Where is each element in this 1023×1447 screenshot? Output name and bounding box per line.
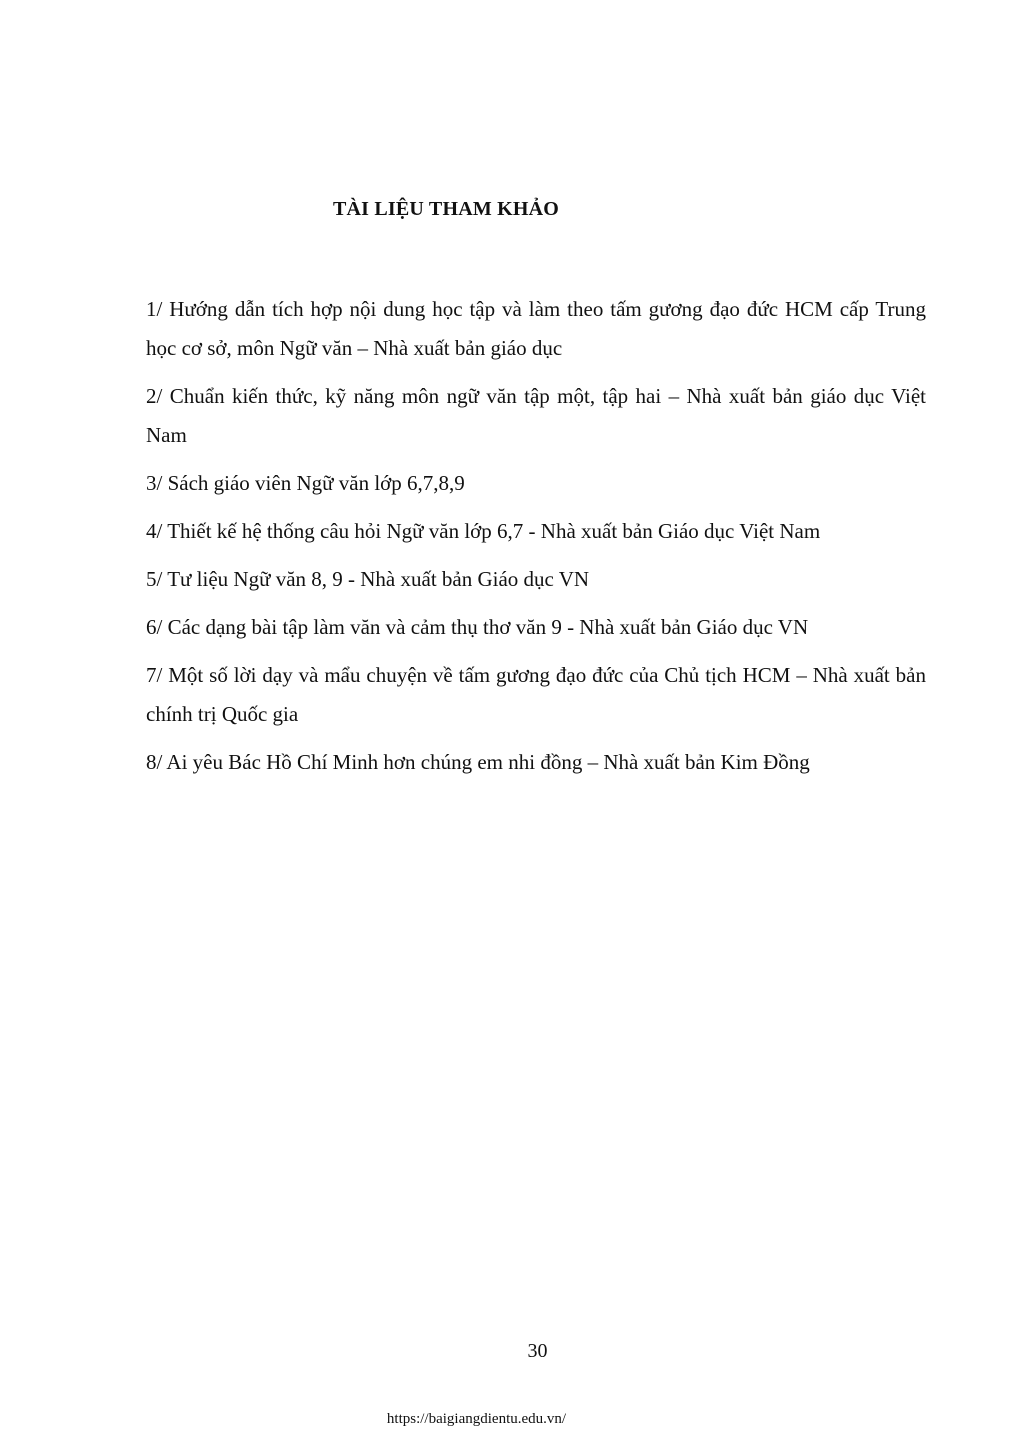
reference-item-8: 8/ Ai yêu Bác Hồ Chí Minh hơn chúng em nhi đồng – Nhà xuất bản Kim Đồng [146, 750, 810, 774]
reference-item-3: 3/ Sách giáo viên Ngữ văn lớp 6,7,8,9 [146, 471, 465, 495]
page-number: 30 [527, 1340, 548, 1362]
reference-item-7: 7/ Một số lời dạy và mẩu chuyện về tấm gương đạo đức của Chủ tịch HCM – Nhà xuất bản chính trị Quốc gia [146, 663, 926, 726]
page-title: TÀI LIỆU THAM KHẢO [333, 198, 560, 220]
reference-list [146, 290, 926, 791]
reference-item-6: 6/ Các dạng bài tập làm văn và cảm thụ thơ văn 9 - Nhà xuất bản Giáo dục VN [146, 615, 809, 639]
footer-url: https://baigiangdientu.edu.vn/ [386, 1411, 567, 1427]
reference-item-5: 5/ Tư liệu Ngữ văn 8, 9 - Nhà xuất bản Giáo dục VN [146, 567, 590, 591]
reference-item-1: 1/ Hướng dẫn tích hợp nội dung học tập và làm theo tấm gương đạo đức HCM cấp Trung học cơ sở, môn Ngữ văn – Nhà xuất bản giáo dục [146, 297, 926, 360]
reference-item-2: 2/ Chuẩn kiến thức, kỹ năng môn ngữ văn tập một, tập hai – Nhà xuất bản giáo dục Việt Nam [146, 384, 926, 447]
reference-item-4: 4/ Thiết kế hệ thống câu hỏi Ngữ văn lớp 6,7 - Nhà xuất bản Giáo dục Việt Nam [146, 519, 821, 543]
